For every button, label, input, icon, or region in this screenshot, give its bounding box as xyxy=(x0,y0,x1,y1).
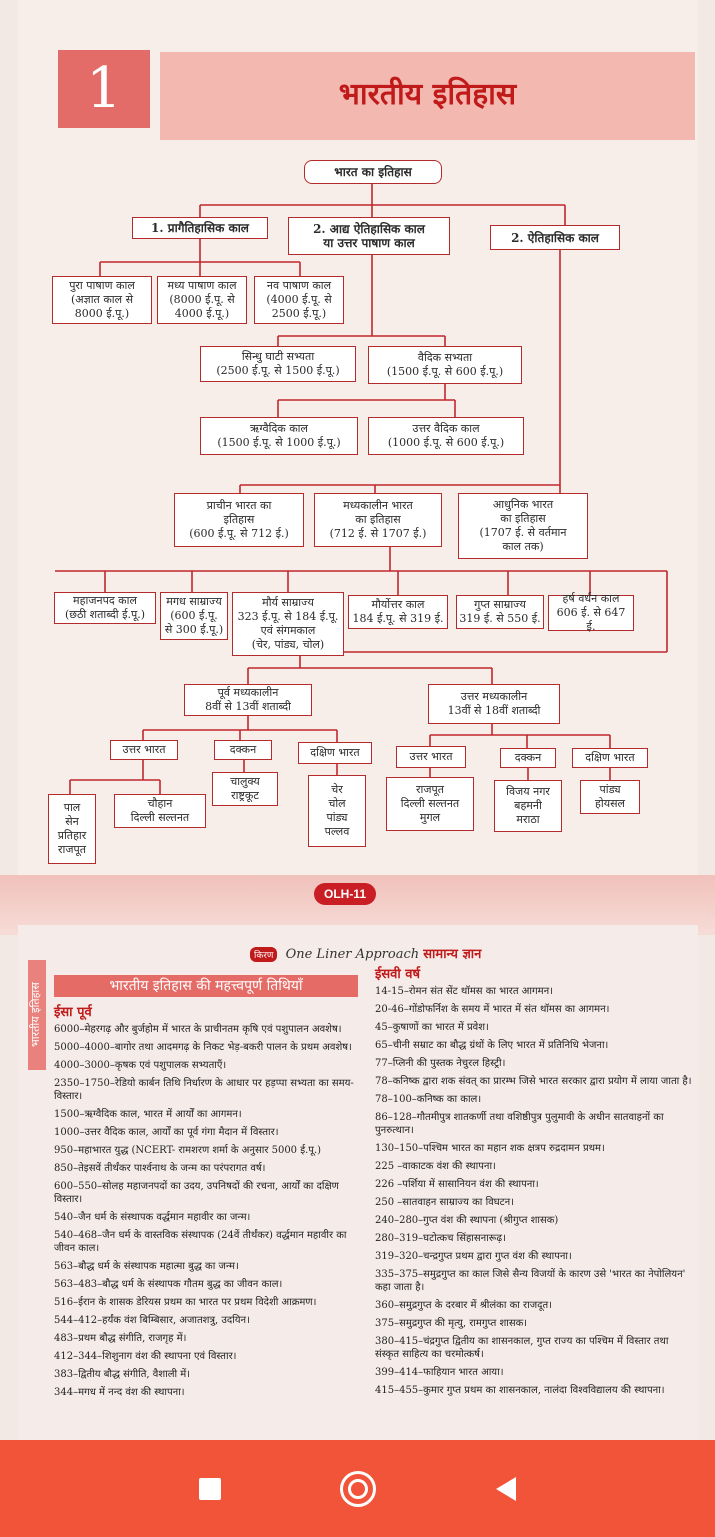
tree-ancient-india: प्राचीन भारत का इतिहास (600 ई.पू. से 712 ई.) xyxy=(174,493,304,547)
tree-region-south-late: दक्षिण भारत xyxy=(572,748,648,768)
tree-paleolithic: पुरा पाषाण काल (अज्ञात काल से 8000 ई.पू.) xyxy=(52,276,152,324)
tree-harsha: हर्ष वर्धन काल 606 ई. से 647 ई. xyxy=(548,595,634,631)
page-footer-badge: OLH-11 xyxy=(314,883,376,905)
tree-magadh: मगध साम्राज्य (600 ई.पू. से 300 ई.पू.) xyxy=(160,592,228,640)
bc-date-row: 6000–मेहरगढ़ और बुर्जहोम में भारत के प्राचीनतम कृषि एवं पशुपालन अवशेष। xyxy=(54,1024,342,1035)
one-liner-hl: सामान्य ज्ञान xyxy=(423,947,482,962)
tree-early-medieval: पूर्व मध्यकालीन 8वीं से 13वीं शताब्दी xyxy=(184,684,312,716)
home-circle-icon xyxy=(340,1471,376,1507)
ad-date-row: 78–कनिष्क द्वारा शक संवत् का प्रारम्भ जिसे भारत सरकार द्वारा प्रयोग में लाया जाता है। xyxy=(375,1076,692,1087)
tree-region-deccan-late: दक्कन xyxy=(500,748,556,768)
bc-date-row: 540–जैन धर्म के संस्थापक वर्द्धमान महावीर का जन्म। xyxy=(54,1212,251,1223)
bc-date-row: 563–483–बौद्ध धर्म के संस्थापक गौतम बुद्ध का जीवन काल। xyxy=(54,1279,283,1290)
bc-date-row: 544–412–हर्यंक वंश बिम्बिसार, अजातशत्रु, उदयिन। xyxy=(54,1315,250,1326)
bc-date-row: 540–468–जैन धर्म के वास्तविक संस्थापक (24वें तीर्थंकर) वर्द्धमान महावीर का जीवन काल। xyxy=(54,1230,347,1254)
ad-date-row: 335–375–समुद्रगुप्त का काल जिसे सैन्य विजयों के कारण उसे 'भारत का नेपोलियन' कहा जाता है। xyxy=(375,1269,686,1293)
bc-date-row: 483–प्रथम बौद्ध संगीति, राजगृह में। xyxy=(54,1333,187,1344)
tree-post-maurya: मौर्योत्तर काल 184 ई.पू. से 319 ई. xyxy=(348,595,448,629)
bc-date-row: 344–मगध में नन्द वंश की स्थापना। xyxy=(54,1387,185,1398)
tree-dyn-north-late: राजपूत दिल्ली सल्तनत मुगल xyxy=(386,777,474,831)
ad-date-row: 77–प्लिनी की पुस्तक नेचुरल हिस्ट्री। xyxy=(375,1058,506,1069)
ad-date-row: 415–455–कुमार गुप्त प्रथम का शासनकाल, नालंदा विश्वविद्यालय की स्थापना। xyxy=(375,1385,665,1396)
bc-date-row: 412–344–शिशुनाग वंश की स्थापना एवं विस्तार। xyxy=(54,1351,237,1362)
tree-mahajanapada: महाजनपद काल (छठी शताब्दी ई.पू.) xyxy=(54,592,156,624)
one-liner-header xyxy=(250,944,481,962)
ad-date-row: 14-15–रोमन संत सेंट थॉमस का भारत आगमन। xyxy=(375,986,553,997)
kiran-badge: किरण xyxy=(250,947,277,962)
tree-region-north-late: उत्तर भारत xyxy=(396,746,466,768)
bc-date-row: 950–महाभारत युद्ध (NCERT- रामशरण शर्मा के अनुसार 5000 ई.पू.) xyxy=(54,1145,322,1156)
tree-protohistoric: 2. आद्य ऐतिहासिक काल या उत्तर पाषाण काल xyxy=(288,217,450,255)
tree-region-north-early: उत्तर भारत xyxy=(110,740,178,760)
tree-dyn-south-late: पांड्य होयसल xyxy=(580,780,640,814)
bc-date-row: 4000–3000–कृषक एवं पशुपालक सभ्यताएँ। xyxy=(54,1060,227,1071)
chapter-title: भारतीय इतिहास xyxy=(338,77,517,112)
ad-subheading: ईसवी वर्ष xyxy=(375,967,421,982)
recents-button[interactable] xyxy=(180,1440,240,1537)
side-tab: भारतीय इतिहास xyxy=(28,960,46,1070)
back-button[interactable] xyxy=(476,1440,536,1537)
tree-latervedic: उत्तर वैदिक काल (1000 ई.पू. से 600 ई.पू.) xyxy=(368,417,524,455)
tree-dyn-deccan-late: विजय नगर बहमनी मराठा xyxy=(494,780,562,832)
ad-date-row: 86–128–गौतमीपुत्र शातकर्णी तथा वशिष्ठीपुत्र पुलुमावी के अधीन सातवाहनों का पुनरुत्थान। xyxy=(375,1112,664,1136)
one-liner-label: One Liner Approach xyxy=(285,947,420,962)
ad-date-row: 65–चीनी सम्राट का बौद्ध ग्रंथों के लिए भारत में प्रतिनिधि भेजना। xyxy=(375,1040,609,1051)
bc-dates-column xyxy=(54,1006,360,1404)
square-icon xyxy=(199,1478,221,1500)
tree-maurya: मौर्य साम्राज्य 323 ई.पू. से 184 ई.पू. एवं संगमकाल (चेर, पांड्य, चोल) xyxy=(232,592,344,656)
tree-prehistoric: 1. प्रागैतिहासिक काल xyxy=(132,217,268,239)
tree-dyn-deccan-early: चालुक्य राष्ट्रकूट xyxy=(212,772,278,806)
bc-subheading: ईसा पूर्व xyxy=(54,1005,92,1020)
tree-gupta: गुप्त साम्राज्य 319 ई. से 550 ई. xyxy=(456,595,544,629)
ad-date-row: 240–280–गुप्त वंश की स्थापना (श्रीगुप्त शासक) xyxy=(375,1215,559,1226)
bc-date-row: 1500–ऋग्वैदिक काल, भारत में आर्यों का आगमन। xyxy=(54,1109,242,1120)
ad-date-row: 399–414–फाहियान भारत आया। xyxy=(375,1367,504,1378)
tree-mesolithic: मध्य पाषाण काल (8000 ई.पू. से 4000 ई.पू.) xyxy=(157,276,247,324)
ad-date-row: 78–100–कनिष्क का काल। xyxy=(375,1094,482,1105)
tree-historic: 2. ऐतिहासिक काल xyxy=(490,225,620,250)
tree-dyn-north-early-b: चौहान दिल्ली सल्तनत xyxy=(114,794,206,828)
bc-date-row: 600–550–सोलह महाजनपदों का उदय, उपनिषदों की रचना, आर्यों का दक्षिण विस्तार। xyxy=(54,1181,339,1205)
ad-date-row: 375–समुद्रगुप्त की मृत्यु, रामगुप्त शासक। xyxy=(375,1318,528,1329)
android-nav-bar xyxy=(0,1440,715,1537)
ad-date-row: 360–समुद्रगुप्त के दरबार में श्रीलंका का राजदूत। xyxy=(375,1300,552,1311)
ad-date-row: 250 –सातवाहन साम्राज्य का विघटन। xyxy=(375,1197,515,1208)
back-triangle-icon xyxy=(496,1477,516,1501)
section-heading: भारतीय इतिहास की महत्त्वपूर्ण तिथियाँ xyxy=(54,975,358,997)
ad-date-row: 226 –पर्शिया में सासानियन वंश की स्थापना। xyxy=(375,1179,539,1190)
ad-date-row: 319–320–चन्द्रगुप्त प्रथम द्वारा गुप्त वंश की स्थापना। xyxy=(375,1251,572,1262)
bc-date-row: 516–ईरान के शासक डेरियस प्रथम का भारत पर प्रथम विदेशी आक्रमण। xyxy=(54,1297,317,1308)
tree-region-south-early: दक्षिण भारत xyxy=(298,742,372,764)
bc-date-row: 383–द्वितीय बौद्ध संगीति, वैशाली में। xyxy=(54,1369,191,1380)
ad-date-row: 45–कुषाणों का भारत में प्रवेश। xyxy=(375,1022,489,1033)
tree-dyn-north-early-a: पाल सेन प्रतिहार राजपूत xyxy=(48,794,96,864)
tree-medieval-india: मध्यकालीन भारत का इतिहास (712 ई. से 1707 ई.) xyxy=(314,493,442,547)
ad-dates-column xyxy=(375,968,693,1402)
tree-neolithic: नव पाषाण काल (4000 ई.पू. से 2500 ई.पू.) xyxy=(254,276,344,324)
tree-vedic: वैदिक सभ्यता (1500 ई.पू. से 600 ई.पू.) xyxy=(368,346,522,384)
ad-date-row: 225 –वाकाटक वंश की स्थापना। xyxy=(375,1161,496,1172)
tree-region-deccan-early: दक्कन xyxy=(214,740,272,760)
ad-date-row: 20-46–गोंडोफर्निश के समय में भारत में संत थॉमस का आगमन। xyxy=(375,1004,610,1015)
tree-indus: सिन्धु घाटी सभ्यता (2500 ई.पू. से 1500 ई.पू.) xyxy=(200,346,356,382)
tree-rigvedic: ऋग्वैदिक काल (1500 ई.पू. से 1000 ई.पू.) xyxy=(200,417,358,455)
bc-date-row: 5000–4000–बागोर तथा आदमगढ़ के निकट भेड़-बकरी पालन के प्रथम अवशेष। xyxy=(54,1042,352,1053)
tree-modern-india: आधुनिक भारत का इतिहास (1707 ई. से वर्तमान काल तक) xyxy=(458,493,588,559)
tree-dyn-south-early: चेर चोल पांड्य पल्लव xyxy=(308,775,366,847)
ad-date-row: 380–415–चंद्रगुप्त द्वितीय का शासनकाल, गुप्त राज्य का पश्चिम में विस्तार तथा संस्कृत साहित्य का चरमोत्कर्ष। xyxy=(375,1336,669,1360)
bc-date-row: 2350–1750–रेडियो कार्बन तिथि निर्धारण के आधार पर हड़प्पा सभ्यता का समय-विस्तार। xyxy=(54,1078,354,1102)
tree-late-medieval: उत्तर मध्यकालीन 13वीं से 18वीं शताब्दी xyxy=(428,684,560,724)
bc-date-row: 563–बौद्ध धर्म के संस्थापक महात्मा बुद्ध का जन्म। xyxy=(54,1261,239,1272)
chapter-number: 1 xyxy=(58,50,150,128)
bc-date-row: 850–तेइसवें तीर्थंकर पार्श्वनाथ के जन्म का परंपरागत वर्ष। xyxy=(54,1163,266,1174)
home-button[interactable] xyxy=(328,1440,388,1537)
ad-date-row: 130–150–पश्चिम भारत का महान शक क्षत्रप रुद्रदामन प्रथम। xyxy=(375,1143,605,1154)
ad-date-row: 280–319–घटोत्कच सिंहासनारूढ़। xyxy=(375,1233,506,1244)
bc-date-row: 1000–उत्तर वैदिक काल, आर्यों का पूर्व गंगा मैदान में विस्तार। xyxy=(54,1127,279,1138)
tree-root: भारत का इतिहास xyxy=(304,160,442,184)
